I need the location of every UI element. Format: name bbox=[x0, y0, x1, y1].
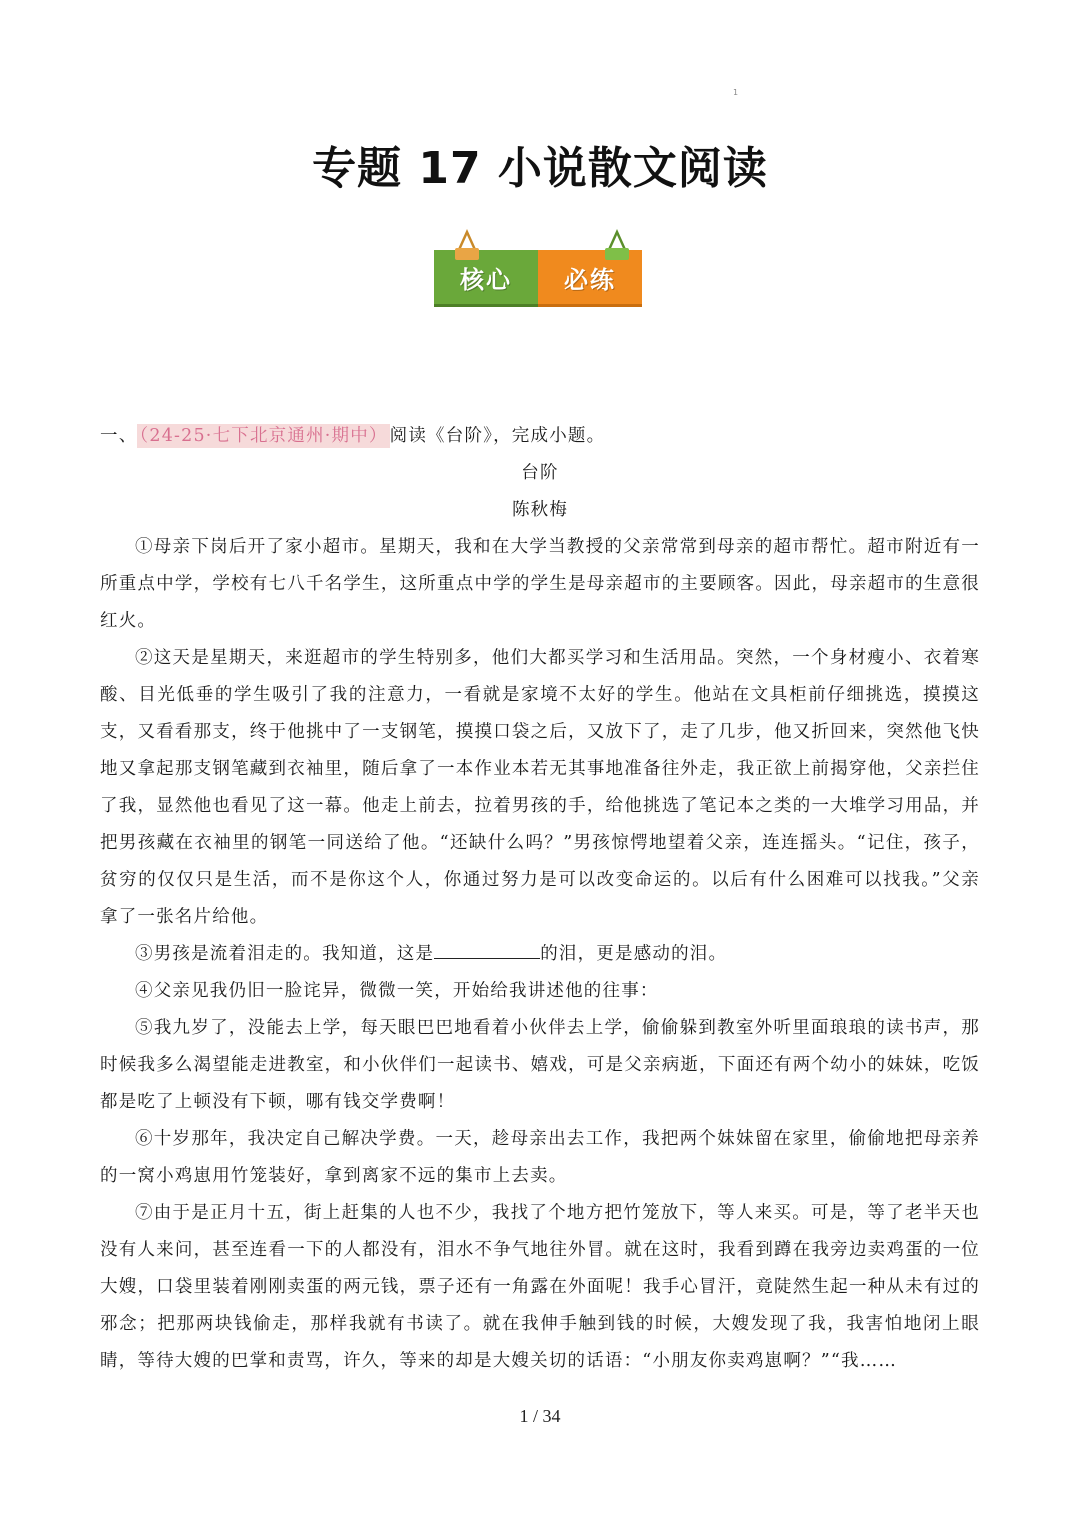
paragraph bbox=[100, 936, 980, 973]
paragraph-text: 的泪，更是感动的泪。 bbox=[540, 944, 728, 964]
badge-left-label: 核心 bbox=[434, 250, 538, 304]
question-heading bbox=[100, 418, 980, 455]
question-number: 一、 bbox=[100, 426, 138, 446]
paragraph: ⑦由于是正月十五，街上赶集的人也不少，我找了个地方把竹笼放下，等人来买。可是，等了老半天也没有人来问，甚至连看一下的人都没有，泪水不争气地往外冒。就在这时，我看到蹲在我旁边卖鸡蛋的一位大嫂，口袋里装着刚刚卖蛋的两元钱，票子还有一角露在外面呢！我手心冒汗，竟陡然生起一种从未有过的邪念；把那两块钱偷走，那样我就有书读了。就在我伸手触到钱的时候，大嫂发现了我，我害怕地闭上眼睛，等待大嫂的巴掌和责骂，许久，等来的却是大嫂关切的话语：“小朋友你卖鸡崽啊？”“我…… bbox=[100, 1203, 980, 1371]
page-number: 1 / 34 bbox=[519, 1406, 561, 1426]
reading-content bbox=[100, 418, 980, 1380]
article-title: 台阶 bbox=[521, 463, 559, 483]
core-practice-badge bbox=[434, 228, 642, 306]
question-instruction: 阅读《台阶》，完成小题。 bbox=[389, 426, 606, 446]
paragraph: ⑤我九岁了，没能去上学，每天眼巴巴地看着小伙伴去上学，偷偷躲到教室外听里面琅琅的读书声，那时候我多么渴望能走进教室，和小伙伴们一起读书、嬉戏，可是父亲病逝，下面还有两个幼小的妹妹，吃饭都是吃了上顿没有下顿，哪有钱交学费啊！ bbox=[100, 1018, 980, 1112]
paragraph: ④父亲见我仍旧一脸诧异，微微一笑，开始给我讲述他的往事： bbox=[135, 981, 659, 1001]
paragraph: ②这天是星期天，来逛超市的学生特别多，他们大都买学习和生活用品。突然，一个身材瘦小、衣着寒酸、目光低垂的学生吸引了我的注意力，一看就是家境不太好的学生。他站在文具柜前仔细挑选，摸摸这支，又看看那支，终于他挑中了一支钢笔，摸摸口袋之后，又放下了，走了几步，他又折回来，突然他飞快地又拿起那支钢笔藏到衣袖里，随后拿了一本作业本若无其事地准备往外走，我正欲上前揭穿他，父亲拦住了我，显然他也看见了这一幕。他走上前去，拉着男孩的手，给他挑选了笔记本之类的一大堆学习用品，并把男孩藏在衣袖里的钢笔一同送给了他。“还缺什么吗？”男孩惊愕地望着父亲，连连摇头。“记住，孩子，贫穷的仅仅只是生活，而不是你这个人，你通过努力是可以改变命运的。以后有什么困难可以找我。”父亲拿了一张名片给他。 bbox=[100, 648, 980, 927]
paragraph: ①母亲下岗后开了家小超市。星期天，我和在大学当教授的父亲常常到母亲的超市帮忙。超市附近有一所重点中学，学校有七八千名学生，这所重点中学的学生是母亲超市的主要顾客。因此，母亲超市的生意很红火。 bbox=[100, 537, 980, 631]
paragraph-text: ③男孩是流着泪走的。我知道，这是 bbox=[135, 944, 435, 964]
fill-in-blank bbox=[434, 938, 540, 959]
question-source: （24-25·七下北京通州·期中） bbox=[139, 426, 388, 446]
binder-clip-icon bbox=[602, 228, 632, 260]
page-title: 专题 17 小说散文阅读 bbox=[312, 143, 768, 194]
binder-clip-icon bbox=[452, 228, 482, 260]
badge-right-label: 必练 bbox=[538, 250, 642, 304]
corner-mark: 1 bbox=[733, 88, 739, 97]
paragraph: ⑥十岁那年，我决定自己解决学费。一天，趁母亲出去工作，我把两个妹妹留在家里，偷偷地把母亲养的一窝小鸡崽用竹笼装好，拿到离家不远的集市上去卖。 bbox=[100, 1129, 980, 1186]
article-author: 陈秋梅 bbox=[511, 500, 569, 520]
